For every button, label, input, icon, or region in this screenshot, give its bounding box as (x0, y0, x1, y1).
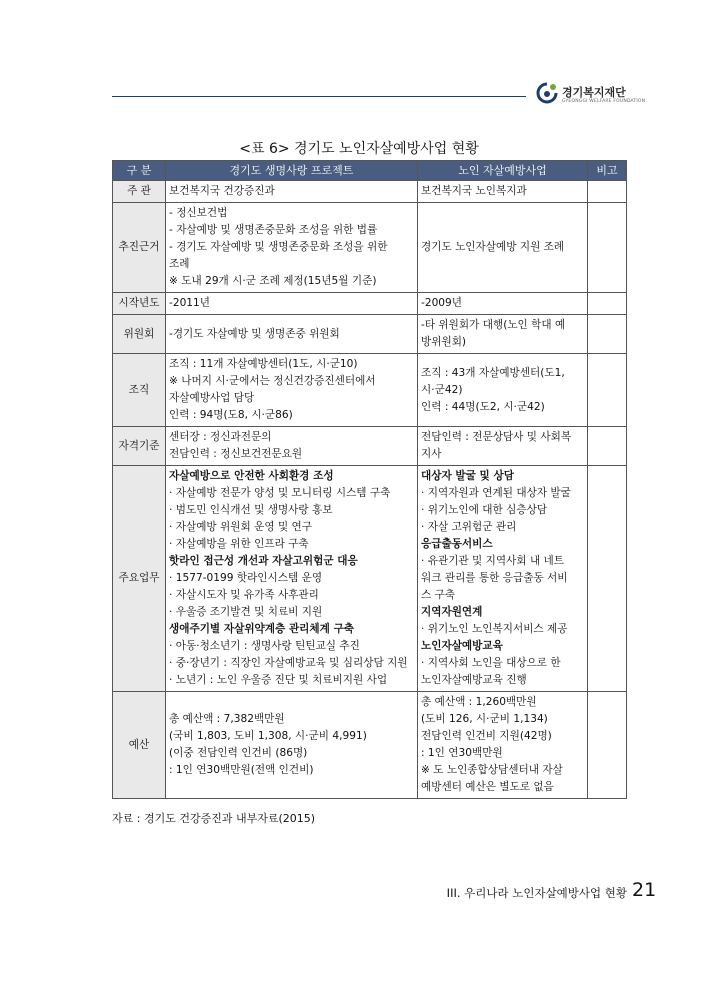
cell-line: 보건복지국 노인복지과 (421, 185, 527, 197)
cell-line: 시·군42) (421, 383, 463, 396)
cell-line: · 자살예방을 위한 인프라 구축 (169, 538, 309, 550)
cell-elderly-program (418, 181, 588, 203)
cell-line: 경기도 노인자살예방 지원 조례 (421, 241, 565, 253)
cell-line: · 위기노인 노인복지서비스 제공 (421, 623, 568, 635)
cell-line: 예방센터 예산은 별도로 없음 (421, 781, 554, 793)
cell-line: · 중·장년기 : 직장인 자살예방교육 및 심리상담 지원 (169, 657, 408, 669)
cell-line: · 위기노인에 대한 심층상담 (421, 504, 548, 516)
cell-line: 자살예방사업 담당 (169, 392, 255, 404)
table-row (113, 692, 627, 799)
cell-elderly-program (418, 315, 588, 354)
cell-life-project (166, 427, 418, 466)
cell-line: · 자살예방 위원회 운영 및 연구 (169, 521, 313, 533)
cell-life-project (166, 466, 418, 692)
cell-line: · 1577-0199 핫라인시스템 운영 (169, 572, 323, 584)
program-status-table (112, 160, 627, 799)
cell-life-project (166, 293, 418, 315)
cell-line: 노인자살예방교육 (421, 640, 503, 652)
cell-line: 인력 : 94명(도8, 시·군86) (169, 409, 293, 421)
cell-line: · 노년기 : 노인 우울증 진단 및 치료비지원 사업 (169, 674, 388, 686)
cell-line: 노인자살예방교육 진행 (421, 674, 527, 686)
cell-life-project (166, 354, 418, 427)
cell-remarks (588, 203, 627, 293)
table-row (113, 293, 627, 315)
cell-line: : 1인 연30백만원 (421, 747, 503, 759)
header-life-project: 경기도 생명사랑 프로젝트 (166, 161, 418, 181)
cell-line: 핫라인 접근성 개선과 자살고위험군 대응 (169, 555, 358, 567)
header-rule (112, 96, 526, 97)
cell-line: - 자살예방 및 생명존중문화 조성을 위한 법률 (169, 224, 378, 236)
cell-line: · 범도민 인식개선 및 생명사랑 홍보 (169, 504, 333, 516)
header-remarks: 비고 (588, 161, 627, 181)
cell-line: ※ 나머지 시·군에서는 정신건강증진센터에서 (169, 375, 376, 387)
cell-line: -타 위원회가 대행(노인 학대 예 (421, 319, 566, 331)
cell-line: 조례 (169, 258, 190, 270)
cell-line: 지사 (421, 448, 442, 460)
cell-line: 총 예산액 : 1,260백만원 (421, 696, 537, 708)
cell-line: 전담인력 : 정신보건전문요원 (169, 448, 303, 460)
table-row (113, 181, 627, 203)
row-label: 조직 (113, 354, 166, 427)
cell-line: 대상자 발굴 및 상담 (421, 470, 514, 482)
table-row (113, 427, 627, 466)
cell-line: 생애주기별 자살위약계층 관리체계 구축 (169, 623, 355, 635)
table-header-row (113, 161, 627, 181)
row-label: 위원회 (113, 315, 166, 354)
cell-line: (이중 전담인력 인건비 (86명) (169, 747, 308, 759)
cell-line: ※ 도 노인종합상담센터내 자살 (421, 764, 563, 776)
cell-line: ※ 도내 29개 시·군 조례 제정(15년5월 기준) (169, 275, 377, 287)
header-category: 구 분 (113, 161, 166, 181)
cell-remarks (588, 293, 627, 315)
cell-remarks (588, 315, 627, 354)
cell-elderly-program (418, 203, 588, 293)
cell-line: 지역자원연계 (421, 606, 483, 618)
row-label: 시작년도 (113, 293, 166, 315)
cell-line: 총 예산액 : 7,382백만원 (169, 713, 285, 725)
cell-elderly-program (418, 466, 588, 692)
cell-elderly-program (418, 427, 588, 466)
table-row (113, 466, 627, 692)
cell-line: 조직 : 43개 자살예방센터(도1, (421, 366, 565, 379)
row-label: 주 관 (113, 181, 166, 203)
cell-life-project (166, 692, 418, 799)
table-row (113, 315, 627, 354)
cell-life-project (166, 315, 418, 354)
cell-line: - 정신보건법 (169, 207, 228, 219)
foundation-logo (536, 82, 658, 110)
cell-line: 보건복지국 건강증진과 (169, 185, 275, 197)
cell-line: · 자살시도자 및 유가족 사후관리 (169, 589, 319, 601)
cell-line: 센터장 : 정신과전문의 (169, 431, 272, 443)
cell-line: - 경기도 자살예방 및 생명존중문화 조성을 위한 (169, 241, 388, 253)
cell-elderly-program (418, 354, 588, 427)
cell-line: 자살예방으로 안전한 사회환경 조성 (169, 470, 334, 482)
table-caption: <표 6> 경기도 노인자살예방사업 현황 (239, 141, 479, 157)
cell-life-project (166, 203, 418, 293)
cell-line: -2011년 (169, 297, 211, 309)
cell-line: · 자살 고위험군 관리 (421, 521, 517, 533)
source-note: 자료 : 경기도 건강증진과 내부자료(2015) (112, 812, 316, 825)
logo-icon (536, 82, 558, 104)
cell-line: · 지역자원과 연계된 대상자 발굴 (421, 487, 571, 499)
cell-elderly-program (418, 692, 588, 799)
cell-line: 응급출동서비스 (421, 538, 493, 550)
header-elderly-program: 노인 자살예방사업 (418, 161, 588, 181)
cell-line: : 1인 연30백만원(전액 인건비) (169, 764, 314, 776)
cell-line: 방위원회) (421, 336, 467, 348)
cell-line: · 자살예방 전문가 양성 및 모니터링 시스템 구축 (169, 487, 391, 499)
cell-elderly-program (418, 293, 588, 315)
cell-remarks (588, 181, 627, 203)
cell-remarks (588, 427, 627, 466)
cell-line: -경기도 자살예방 및 생명존중 위원회 (169, 327, 340, 340)
cell-line: -2009년 (421, 297, 463, 309)
logo-subtitle: GYEONGGI WELFARE FOUNDATION (562, 99, 646, 104)
cell-remarks (588, 354, 627, 427)
cell-line: 스 구축 (421, 589, 456, 601)
cell-line: (도비 126, 시·군비 1,134) (421, 713, 548, 725)
cell-line: 전담인력 : 전문상담사 및 사회복 (421, 431, 572, 443)
cell-line: · 유관기관 및 지역사회 내 네트 (421, 555, 565, 567)
cell-line: 전담인력 인건비 지원(42명) (421, 730, 552, 742)
page-number: 21 (632, 879, 657, 901)
cell-line: 인력 : 44명(도2, 시·군42) (421, 400, 545, 413)
row-label: 자격기준 (113, 427, 166, 466)
table-row (113, 354, 627, 427)
row-label: 주요업무 (113, 466, 166, 692)
table-row (113, 203, 627, 293)
logo-name: 경기복지재단 (562, 86, 626, 99)
cell-line: 조직 : 11개 자살예방센터(1도, 시·군10) (169, 358, 358, 370)
cell-remarks (588, 692, 627, 799)
footer-chapter: III. 우리나라 노인자살예방사업 현황 (446, 886, 627, 900)
row-label: 추진근거 (113, 203, 166, 293)
cell-remarks (588, 466, 627, 692)
cell-line: · 우울증 조기발견 및 치료비 지원 (169, 606, 323, 618)
row-label: 예산 (113, 692, 166, 799)
cell-line: 워크 관리를 통한 응급출동 서비 (421, 572, 568, 584)
cell-line: · 지역사회 노인을 대상으로 한 (421, 657, 561, 669)
cell-line: (국비 1,803, 도비 1,308, 시·군비 4,991) (169, 730, 367, 742)
cell-life-project (166, 181, 418, 203)
cell-line: · 아동·청소년기 : 생명사랑 틴틴교실 추진 (169, 640, 360, 652)
